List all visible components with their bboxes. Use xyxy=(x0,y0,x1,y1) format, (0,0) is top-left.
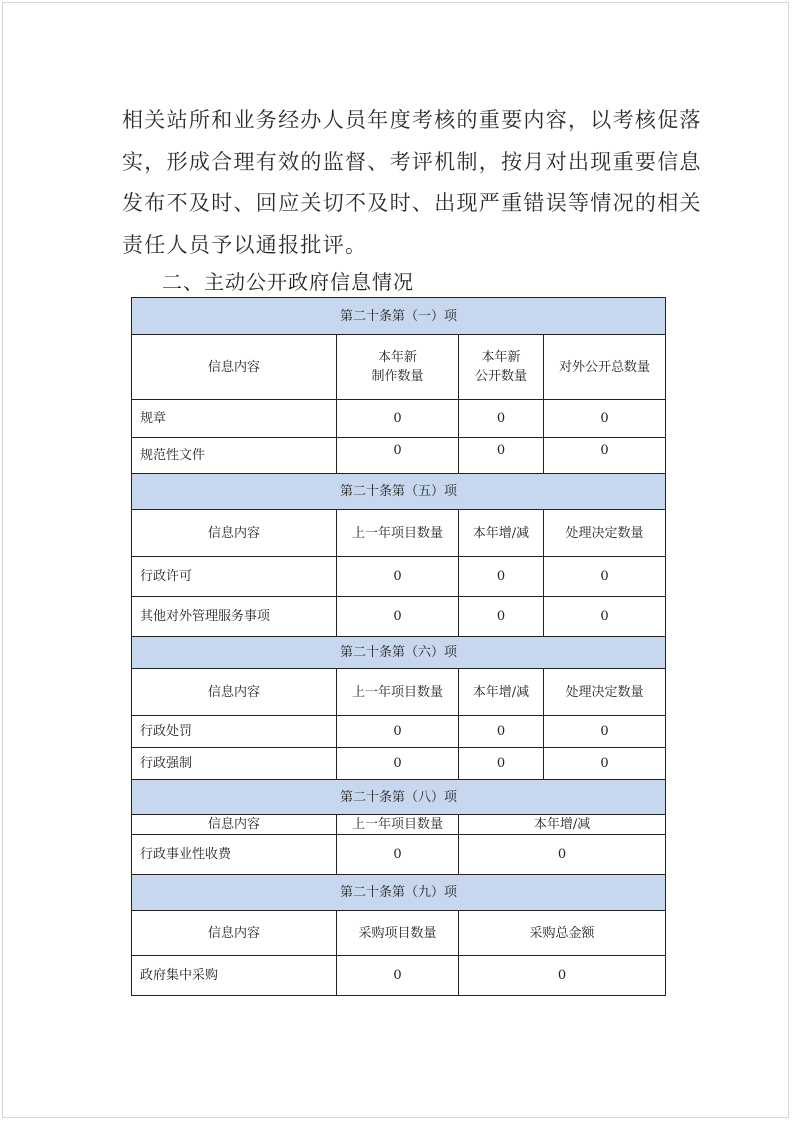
header-row xyxy=(132,911,666,956)
cell-value: 0 xyxy=(337,716,459,748)
section-title-row xyxy=(132,474,666,510)
header-cell: 本年增/减 xyxy=(459,669,544,716)
section-title: 第二十条第（九）项 xyxy=(132,875,666,911)
section-title-row xyxy=(132,875,666,911)
cell-value: 0 xyxy=(544,716,666,748)
cell-value: 0 xyxy=(459,438,544,474)
cell-value: 0 xyxy=(337,748,459,780)
cell-value: 0 xyxy=(544,748,666,780)
table-row xyxy=(132,716,666,748)
header-cell-text: 本年新 制作数量 xyxy=(371,350,424,384)
header-cell: 信息内容 xyxy=(132,510,337,557)
paragraph-line: 相关站所和业务经办人员年度考核的重要内容，以考核促落 xyxy=(122,108,702,132)
header-cell: 信息内容 xyxy=(132,669,337,716)
cell-value: 0 xyxy=(459,597,544,637)
table-row xyxy=(132,956,666,996)
header-cell: 上一年项目数量 xyxy=(337,510,459,557)
cell-value: 0 xyxy=(459,748,544,780)
header-cell: 采购项目数量 xyxy=(337,911,459,956)
header-cell-text: 本年新 公开数量 xyxy=(474,350,527,384)
table-row xyxy=(132,438,666,474)
section-heading: 二、主动公开政府信息情况 xyxy=(162,270,414,294)
header-cell: 处理决定数量 xyxy=(544,669,666,716)
cell-value: 0 xyxy=(459,835,666,875)
section-title: 第二十条第（一）项 xyxy=(132,298,666,335)
cell-value: 0 xyxy=(337,557,459,597)
header-row xyxy=(132,669,666,716)
table-row xyxy=(132,748,666,780)
table-row xyxy=(132,835,666,875)
cell-value: 0 xyxy=(337,400,459,438)
cell-value: 0 xyxy=(459,400,544,438)
header-row xyxy=(132,510,666,557)
body-paragraph xyxy=(122,100,702,266)
header-row xyxy=(132,815,666,835)
cell-value: 0 xyxy=(544,597,666,637)
table-row xyxy=(132,597,666,637)
header-cell: 信息内容 xyxy=(132,911,337,956)
header-cell: 处理决定数量 xyxy=(544,510,666,557)
header-cell: 上一年项目数量 xyxy=(337,815,459,835)
row-label: 其他对外管理服务事项 xyxy=(132,597,337,637)
row-label: 行政强制 xyxy=(132,748,337,780)
paragraph-line: 责任人员予以通报批评。 xyxy=(122,232,368,257)
info-disclosure-table xyxy=(131,297,666,996)
table-row xyxy=(132,557,666,597)
header-cell: 本年增/减 xyxy=(459,510,544,557)
cell-value: 0 xyxy=(459,557,544,597)
paragraph-line: 实，形成合理有效的监督、考评机制，按月对出现重要信息 xyxy=(122,149,702,174)
row-label: 行政许可 xyxy=(132,557,337,597)
header-cell: 信息内容 xyxy=(132,335,337,400)
header-cell: 对外公开总数量 xyxy=(544,335,666,400)
header-cell: 本年增/减 xyxy=(459,815,666,835)
header-cell: 信息内容 xyxy=(132,815,337,835)
cell-value: 0 xyxy=(459,956,666,996)
header-cell xyxy=(459,335,544,400)
section-title: 第二十条第（五）项 xyxy=(132,474,666,510)
cell-value: 0 xyxy=(544,400,666,438)
paragraph-line: 发布不及时、回应关切不及时、出现严重错误等情况的相关 xyxy=(122,191,702,215)
header-cell xyxy=(337,335,459,400)
header-cell: 上一年项目数量 xyxy=(337,669,459,716)
row-label: 行政处罚 xyxy=(132,716,337,748)
header-row xyxy=(132,335,666,400)
cell-value: 0 xyxy=(337,835,459,875)
section-title: 第二十条第（六）项 xyxy=(132,637,666,669)
section-title-row xyxy=(132,637,666,669)
cell-value: 0 xyxy=(544,557,666,597)
row-label: 政府集中采购 xyxy=(132,956,337,996)
header-cell: 采购总金额 xyxy=(459,911,666,956)
row-label: 行政事业性收费 xyxy=(132,835,337,875)
cell-value: 0 xyxy=(337,597,459,637)
table-row xyxy=(132,400,666,438)
cell-value: 0 xyxy=(459,716,544,748)
section-title-row xyxy=(132,298,666,335)
section-title: 第二十条第（八）项 xyxy=(132,780,666,815)
cell-value: 0 xyxy=(544,438,666,474)
cell-value: 0 xyxy=(337,956,459,996)
section-title-row xyxy=(132,780,666,815)
row-label: 规章 xyxy=(132,400,337,438)
row-label: 规范性文件 xyxy=(132,438,337,474)
cell-value: 0 xyxy=(337,438,459,474)
